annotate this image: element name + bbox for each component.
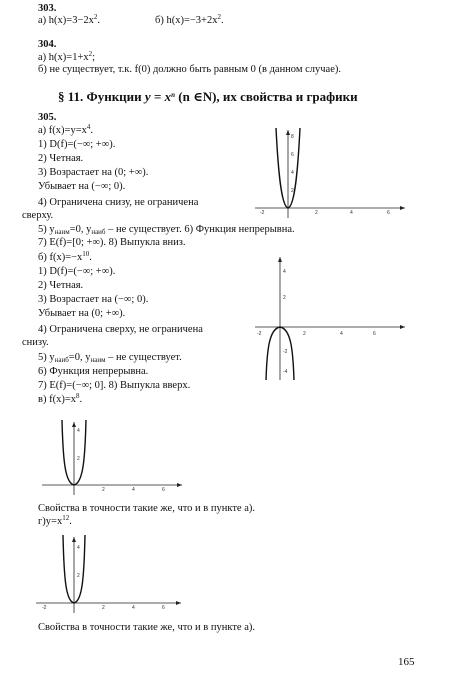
part-a-increasing: 3) Возрастает на (0; +∞). [38, 167, 149, 178]
g2-ytick-1: 2 [283, 295, 286, 301]
part-b-bounded: 4) Ограничена сверху, не ограничена [38, 324, 203, 335]
part-a-function: а) $f(x)=y=x^4$. [38, 123, 93, 136]
part-a-extrema: 5) $y_{наим}=0$, $y_{наиб}$ – не существует. 6) Функция непрерывна. [38, 224, 295, 236]
problem-304-number: 304. [38, 39, 57, 50]
g3-ytick-1: 2 [77, 456, 80, 462]
g1-xtick-2: 2 [315, 210, 318, 216]
g2-ytick-2: 4 [283, 269, 286, 275]
part-c-function: в) $f(x)=x^8$. [38, 392, 83, 405]
g3-xtick-1: 2 [102, 487, 105, 493]
problem-303-a: а) $h(x)=3-2x^2$. [38, 13, 100, 26]
g2-xtick-3: 4 [340, 331, 343, 337]
g3-xtick-2: 4 [132, 487, 135, 493]
g2-ytick-3: -2 [283, 349, 288, 355]
g2-xtick-1: -2 [257, 331, 262, 337]
page-number: 165 [398, 656, 415, 668]
part-d-function: $г)y=x^{12}$. [38, 514, 72, 527]
g4-xtick-1: -2 [42, 605, 47, 611]
part-b-continuity: 6) Функция непрерывна. [38, 366, 149, 377]
part-a-range: 7) E(f)=[0; +∞). 8) Выпукла вниз. [38, 237, 186, 248]
part-a-decreasing: Убывает на (−∞; 0). [38, 181, 126, 192]
part-b-increasing: 3) Возрастает на (−∞; 0). [38, 294, 149, 305]
graph-x12 [36, 535, 181, 613]
part-b-bounded-cont: снизу. [22, 337, 49, 348]
part-b-parity: 2) Четная. [38, 280, 84, 291]
g2-xtick-4: 6 [373, 331, 376, 337]
part-b-domain: 1) D(f)=(−∞; +∞). [38, 266, 116, 277]
problem-304-a: а) $h(x)=1+x^2$; [38, 50, 96, 63]
g3-xtick-3: 6 [162, 487, 165, 493]
g1-xtick-4: 6 [387, 210, 390, 216]
g2-ytick-4: -4 [283, 369, 288, 375]
g1-ytick-4: 8 [291, 134, 294, 140]
g1-ytick-3: 6 [291, 152, 294, 158]
part-b-range: 7) E(f)=(−∞; 0]. 8) Выпукла вверх. [38, 380, 191, 391]
section-heading: § 11. Функции $y = x^n$ (n ∈N), их свойства и графики [58, 89, 358, 104]
part-a-domain: 1) D(f)=(−∞; +∞). [38, 139, 116, 150]
part-a-parity: 2) Четная. [38, 153, 84, 164]
g3-ytick-2: 4 [77, 428, 80, 434]
graph-neg-x10 [255, 255, 405, 380]
g4-xtick-4: 6 [162, 605, 165, 611]
g1-xtick-1: -2 [260, 210, 265, 216]
g4-ytick-2: 4 [77, 545, 80, 551]
problem-303-number: 303. [38, 3, 57, 14]
g1-ytick-1: 2 [291, 188, 294, 194]
part-c-note: Свойства в точности такие же, что и в пункте а). [38, 503, 255, 514]
problem-304-b: б) не существует, т.к. f(0) должно быть равным 0 (в данном случае). [38, 64, 341, 75]
part-a-bounded-cont: сверху. [22, 210, 54, 221]
part-d-note: Свойства в точности такие же, что и в пункте а). [38, 622, 255, 633]
problem-305-number: 305. [38, 112, 57, 123]
g4-xtick-2: 2 [102, 605, 105, 611]
part-b-extrema: 5) $y_{наиб}=0$, $y_{наим}$ – не существует. [38, 352, 182, 364]
g4-xtick-3: 4 [132, 605, 135, 611]
g2-xtick-2: 2 [303, 331, 306, 337]
g4-ytick-1: 2 [77, 573, 80, 579]
part-b-function: б) $f(x)=-x^{10}$. [38, 250, 92, 263]
g1-xtick-3: 4 [350, 210, 353, 216]
part-b-decreasing: Убывает на (0; +∞). [38, 308, 126, 319]
problem-303-b: б) $h(x)=-3+2x^2$. [155, 13, 224, 26]
graph-x8 [42, 420, 182, 495]
part-a-bounded: 4) Ограничена снизу, не ограничена [38, 197, 199, 208]
g1-ytick-2: 4 [291, 170, 294, 176]
graph-x4 [255, 128, 405, 218]
